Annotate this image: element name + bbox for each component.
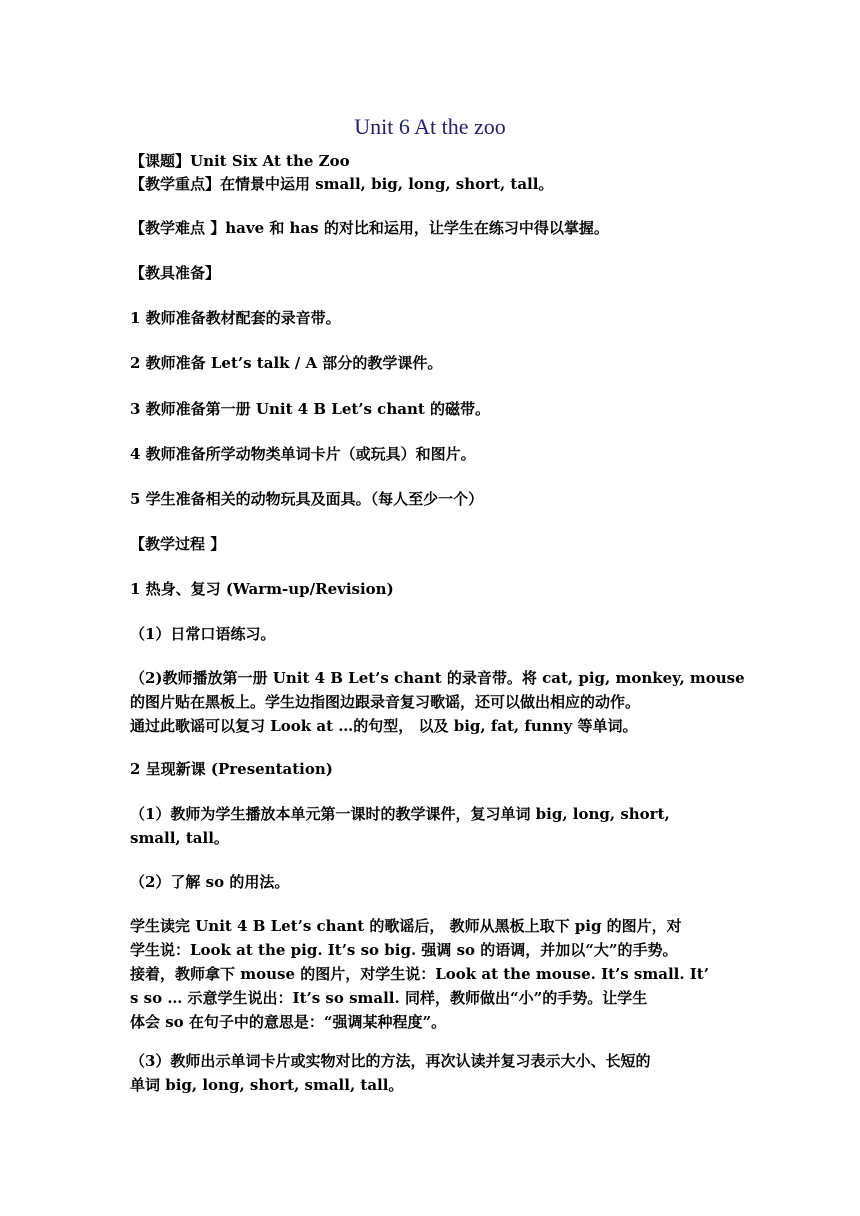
paragraph-line: （1）教师为学生播放本单元第一课时的教学课件，复习单词 big, long, short,	[130, 805, 670, 823]
materials-item: 5 学生准备相关的动物玩具及面具。（每人至少一个）	[130, 490, 484, 508]
step1-heading: 1 热身、复习 (Warm-up/Revision)	[130, 580, 394, 598]
paragraph-line: 学生说：Look at the pig. It’s so big. 强调 so 的语调，并加以“大”的手势。	[130, 941, 678, 959]
difficulty-line: 【教学难点 】have 和 has 的对比和运用，让学生在练习中得以掌握。	[130, 219, 609, 237]
materials-item: 4 教师准备所学动物类单词卡片（或玩具）和图片。	[130, 445, 476, 463]
materials-item: 1 教师准备教材配套的录音带。	[130, 309, 341, 327]
step2-item1-paragraph	[130, 802, 740, 850]
paragraph-line: 体会 so 在句子中的意思是：“强调某种程度”。	[130, 1013, 447, 1031]
paragraph-line: 学生读完 Unit 4 B Let’s chant 的歌谣后， 教师从黑板上取下 pig 的图片，对	[130, 917, 682, 935]
paragraph-line: small, tall。	[130, 829, 229, 847]
paragraph-line: （3）教师出示单词卡片或实物对比的方法，再次认读并复习表示大小、长短的	[130, 1052, 651, 1070]
materials-item: 3 教师准备第一册 Unit 4 B Let’s chant 的磁带。	[130, 400, 491, 418]
paragraph-line: s so … 示意学生说出：It’s so small. 同样，教师做出“小”的手势。让学生	[130, 989, 648, 1007]
paragraph-line: （2)教师播放第一册 Unit 4 B Let’s chant 的录音带。将 cat, pig, monkey, mouse	[130, 669, 745, 687]
step2-item3-paragraph	[130, 1049, 740, 1097]
paragraph-line: 单词 big, long, short, small, tall。	[130, 1076, 404, 1094]
materials-item: 2 教师准备 Let’s talk / A 部分的教学课件。	[130, 354, 443, 372]
document-title: Unit 6 At the zoo	[354, 114, 506, 139]
paragraph-line: 接着，教师拿下 mouse 的图片，对学生说：Look at the mouse. It’s small. It’	[130, 965, 709, 983]
step1-item2-paragraph	[130, 666, 745, 738]
materials-heading: 【教具准备】	[130, 264, 221, 282]
step2-heading: 2 呈现新课 (Presentation)	[130, 760, 333, 778]
topic-line: 【课题】Unit Six At the Zoo	[130, 152, 350, 170]
paragraph-line: 通过此歌谣可以复习 Look at …的句型， 以及 big, fat, funny 等单词。	[130, 717, 638, 735]
step2-item2-detail-paragraph	[130, 914, 740, 1034]
step2-item2: （2）了解 so 的用法。	[130, 873, 290, 891]
process-heading: 【教学过程 】	[130, 535, 226, 553]
step1-item1: （1）日常口语练习。	[130, 625, 276, 643]
paragraph-line: 的图片贴在黑板上。学生边指图边跟录音复习歌谣，还可以做出相应的动作。	[130, 693, 641, 711]
key-point-line: 【教学重点】在情景中运用 small, big, long, short, tall。	[130, 175, 554, 193]
